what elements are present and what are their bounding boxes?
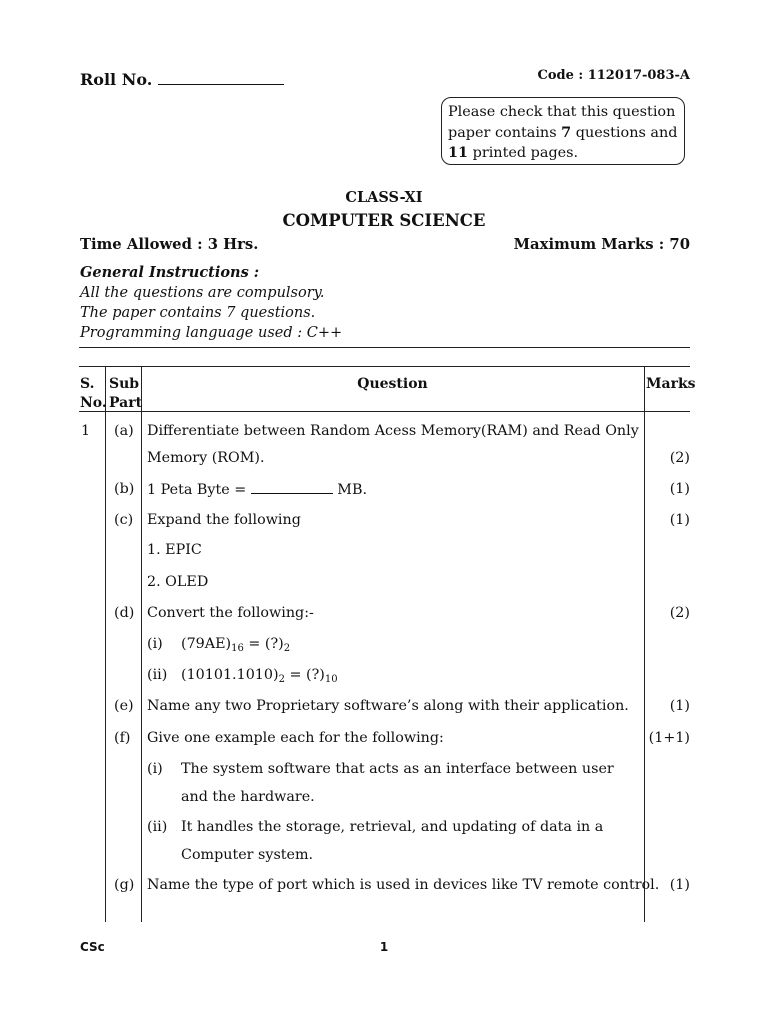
- footer-subject-code: CSc: [80, 940, 105, 954]
- header-sno: S. No.: [80, 376, 107, 411]
- question-text: Convert the following:-: [147, 605, 314, 621]
- header-question: Question: [357, 376, 428, 392]
- item-number: (i): [147, 761, 163, 777]
- question-text: 1 Peta Byte = MB.: [147, 482, 367, 498]
- marks-value: (1): [669, 698, 690, 714]
- subpart-label: (f): [114, 730, 131, 746]
- table-header-rule: [79, 411, 690, 412]
- question-text: Memory (ROM).: [147, 450, 265, 466]
- page-number: 1: [379, 940, 389, 954]
- subpart-label: (d): [114, 605, 135, 621]
- instruction-line: Programming language used : C++: [80, 325, 343, 341]
- subpart-label: (g): [114, 877, 135, 893]
- conversion-expression: $(79AE)_{16}$ = $(?)_2$: [181, 636, 291, 654]
- answer-blank: [251, 481, 333, 494]
- header-subpart: Sub Part: [109, 376, 143, 411]
- time-allowed: Time Allowed : 3 Hrs.: [80, 236, 259, 253]
- question-text: Computer system.: [181, 847, 314, 863]
- class-title: CLASS-XI: [345, 189, 423, 206]
- instruction-line: The paper contains 7 questions.: [80, 305, 316, 321]
- marks-value: (1): [669, 877, 690, 893]
- subject-title: COMPUTER SCIENCE: [282, 211, 486, 230]
- item-number: (i): [147, 636, 163, 652]
- item-number: (ii): [147, 667, 168, 683]
- notice-page-count: 11: [448, 144, 469, 161]
- roll-number-blank: [158, 70, 284, 85]
- instructions-heading: General Instructions :: [80, 264, 260, 281]
- maximum-marks: Maximum Marks : 70: [513, 236, 690, 253]
- question-number: 1: [81, 423, 91, 439]
- marks-value: (1+1): [648, 730, 690, 746]
- list-item: 2. OLED: [147, 574, 209, 590]
- marks-value: (2): [669, 450, 690, 466]
- column-divider: [644, 366, 645, 922]
- question-text: and the hardware.: [181, 789, 315, 805]
- column-divider: [141, 366, 142, 922]
- conversion-expression: $(10101.1010)_2$ = $(?)_{10}$: [181, 667, 338, 685]
- instruction-line: All the questions are compulsory.: [80, 285, 325, 301]
- notice-question-count: 7: [561, 123, 572, 141]
- table-top-rule: [79, 347, 690, 348]
- list-item: 1. EPIC: [147, 542, 202, 558]
- question-text: It handles the storage, retrieval, and updating of data in a: [181, 819, 604, 835]
- marks-value: (1): [669, 512, 690, 528]
- table-top-rule-2: [79, 366, 690, 367]
- roll-number-label: Roll No.: [80, 70, 284, 89]
- question-text: Differentiate between Random Acess Memory(RAM) and Read Only: [147, 423, 639, 439]
- subpart-label: (a): [114, 423, 134, 439]
- subpart-label: (c): [114, 512, 134, 528]
- header-marks: Marks: [646, 376, 696, 392]
- column-divider: [105, 366, 106, 922]
- question-text: The system software that acts as an interface between user: [181, 761, 614, 777]
- question-text: Give one example each for the following:: [147, 730, 444, 746]
- marks-value: (1): [669, 481, 690, 497]
- subpart-label: (b): [114, 481, 135, 497]
- paper-code: Code : 112017-083-A: [537, 68, 690, 83]
- question-text: Name the type of port which is used in devices like TV remote control.: [147, 877, 660, 893]
- subpart-label: (e): [114, 698, 134, 714]
- marks-value: (2): [669, 605, 690, 621]
- question-text: Name any two Proprietary software’s along with their application.: [147, 698, 629, 714]
- item-number: (ii): [147, 819, 168, 835]
- page-count-notice: Please check that this question paper contains 7 questions and 11 printed pages.: [441, 97, 685, 165]
- question-text: Expand the following: [147, 512, 301, 528]
